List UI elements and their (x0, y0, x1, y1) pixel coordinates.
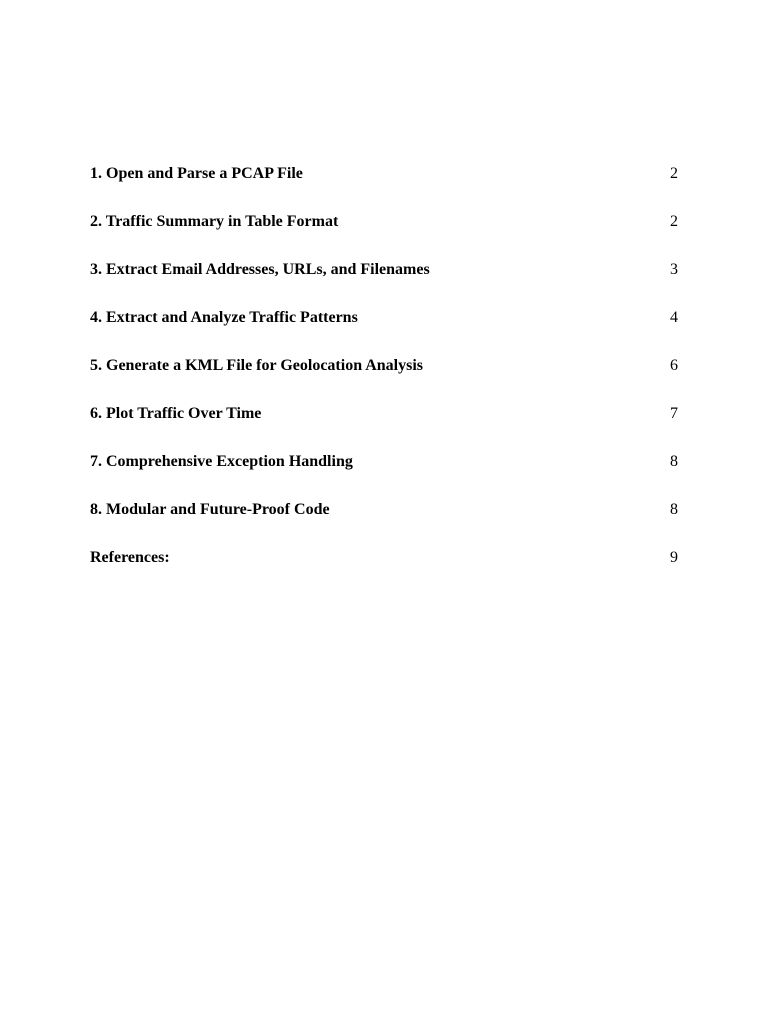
toc-entry-title: References: (90, 549, 170, 566)
toc-entry-page-number: 9 (670, 549, 678, 566)
toc-entry-title: 8. Modular and Future-Proof Code (90, 501, 330, 518)
toc-entry-title: 5. Generate a KML File for Geolocation Analysis (90, 357, 423, 374)
toc-entry-title: 3. Extract Email Addresses, URLs, and Filenames (90, 261, 430, 278)
toc-entry-kml-geolocation[interactable] (90, 352, 678, 400)
table-of-contents (90, 160, 678, 592)
toc-entry-page-number: 4 (670, 309, 678, 326)
toc-entry-page-number: 3 (670, 261, 678, 278)
toc-entry-traffic-summary[interactable] (90, 208, 678, 256)
toc-entry-page-number: 2 (670, 213, 678, 230)
toc-entry-exception-handling[interactable] (90, 448, 678, 496)
toc-entry-title: 7. Comprehensive Exception Handling (90, 453, 353, 470)
toc-entry-plot-traffic[interactable] (90, 400, 678, 448)
toc-entry-page-number: 7 (670, 405, 678, 422)
toc-entry-page-number: 2 (670, 165, 678, 182)
toc-entry-page-number: 8 (670, 501, 678, 518)
toc-entry-page-number: 6 (670, 357, 678, 374)
toc-entry-references[interactable] (90, 544, 678, 592)
toc-entry-extract-emails-urls[interactable] (90, 256, 678, 304)
toc-entry-title: 6. Plot Traffic Over Time (90, 405, 262, 422)
toc-entry-page-number: 8 (670, 453, 678, 470)
toc-entry-title: 1. Open and Parse a PCAP File (90, 165, 303, 182)
toc-entry-title: 2. Traffic Summary in Table Format (90, 213, 339, 230)
toc-entry-title: 4. Extract and Analyze Traffic Patterns (90, 309, 358, 326)
toc-entry-traffic-patterns[interactable] (90, 304, 678, 352)
toc-entry-open-parse-pcap[interactable] (90, 160, 678, 208)
toc-entry-modular-code[interactable] (90, 496, 678, 544)
